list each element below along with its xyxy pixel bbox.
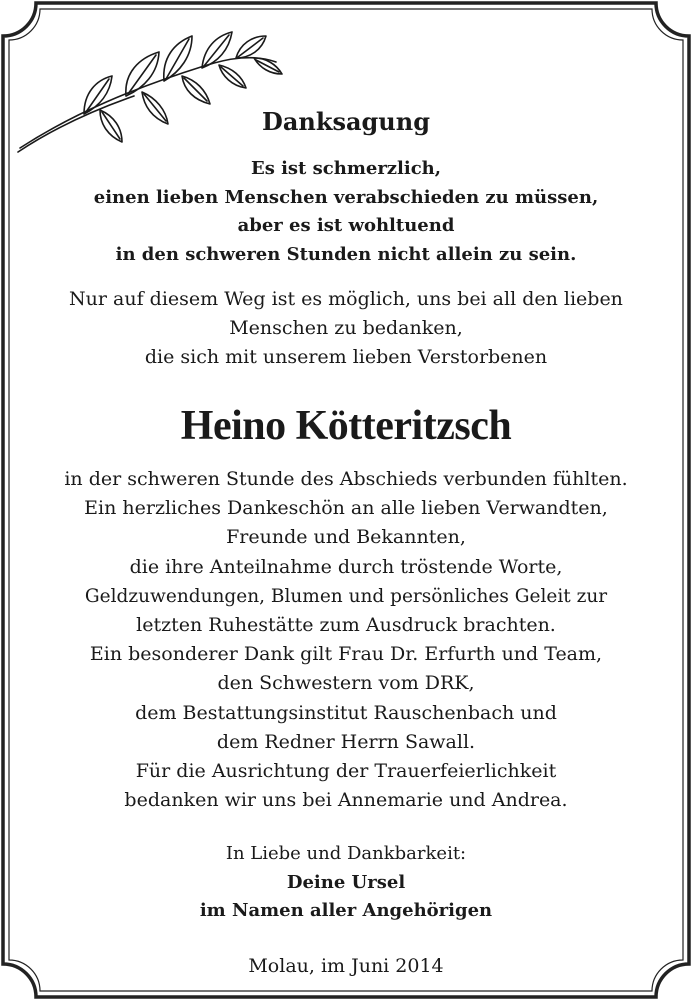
paragraph-line: Freunde und Bekannten, <box>226 526 466 549</box>
place-and-date: Molau, im Juni 2014 <box>248 955 444 977</box>
intro-line: Es ist schmerzlich, <box>250 158 442 179</box>
signature-subline: im Namen aller Angehörigen <box>199 900 493 921</box>
intro-line: in den schweren Stunden nicht allein zu sein. <box>115 243 577 265</box>
intro-verse <box>0 155 692 269</box>
thanks-paragraph-1 <box>0 285 692 372</box>
paragraph-line: letzten Ruhestätte zum Ausdruck brachten. <box>136 614 556 637</box>
paragraph-line: die sich mit unserem lieben Verstorbenen <box>144 346 548 368</box>
thanks-paragraph-2 <box>0 465 692 815</box>
paragraph-line: den Schwestern vom DRK, <box>217 672 475 695</box>
paragraph-line: dem Bestattungsinstitut Rauschenbach und <box>135 701 557 724</box>
paragraph-line: Nur auf diesem Weg ist es möglich, uns bei all den lieben <box>69 288 623 310</box>
signature-name: Deine Ursel <box>286 871 406 893</box>
paragraph-line: dem Redner Herrn Sawall. <box>216 730 476 753</box>
paragraph-line: Für die Ausrichtung der Trauerfeierlichkeit <box>135 760 557 783</box>
paragraph-line: bedanken wir uns bei Annemarie und Andrea. <box>124 789 568 812</box>
paragraph-line: Ein besonderer Dank gilt Frau Dr. Erfurth und Team, <box>89 643 603 666</box>
closing-signature-block <box>0 840 692 926</box>
heading-danksagung: Danksagung <box>262 107 430 136</box>
paragraph-line: in der schweren Stunde des Abschieds verbunden fühlten. <box>64 468 628 490</box>
paragraph-line: Ein herzliches Dankeschön an alle lieben Verwandten, <box>84 497 608 520</box>
deceased-name: Heino Kötteritzsch <box>180 403 512 449</box>
closing-line: In Liebe und Dankbarkeit: <box>225 843 467 864</box>
intro-line: aber es ist wohltuend <box>237 215 455 236</box>
paragraph-line: die ihre Anteilnahme durch tröstende Worte, <box>129 555 563 578</box>
paragraph-line: Menschen zu bedanken, <box>229 317 463 339</box>
paragraph-line: Geldzuwendungen, Blumen und persönliches Geleit zur <box>84 585 608 607</box>
intro-line: einen lieben Menschen verabschieden zu müssen, <box>93 186 599 208</box>
